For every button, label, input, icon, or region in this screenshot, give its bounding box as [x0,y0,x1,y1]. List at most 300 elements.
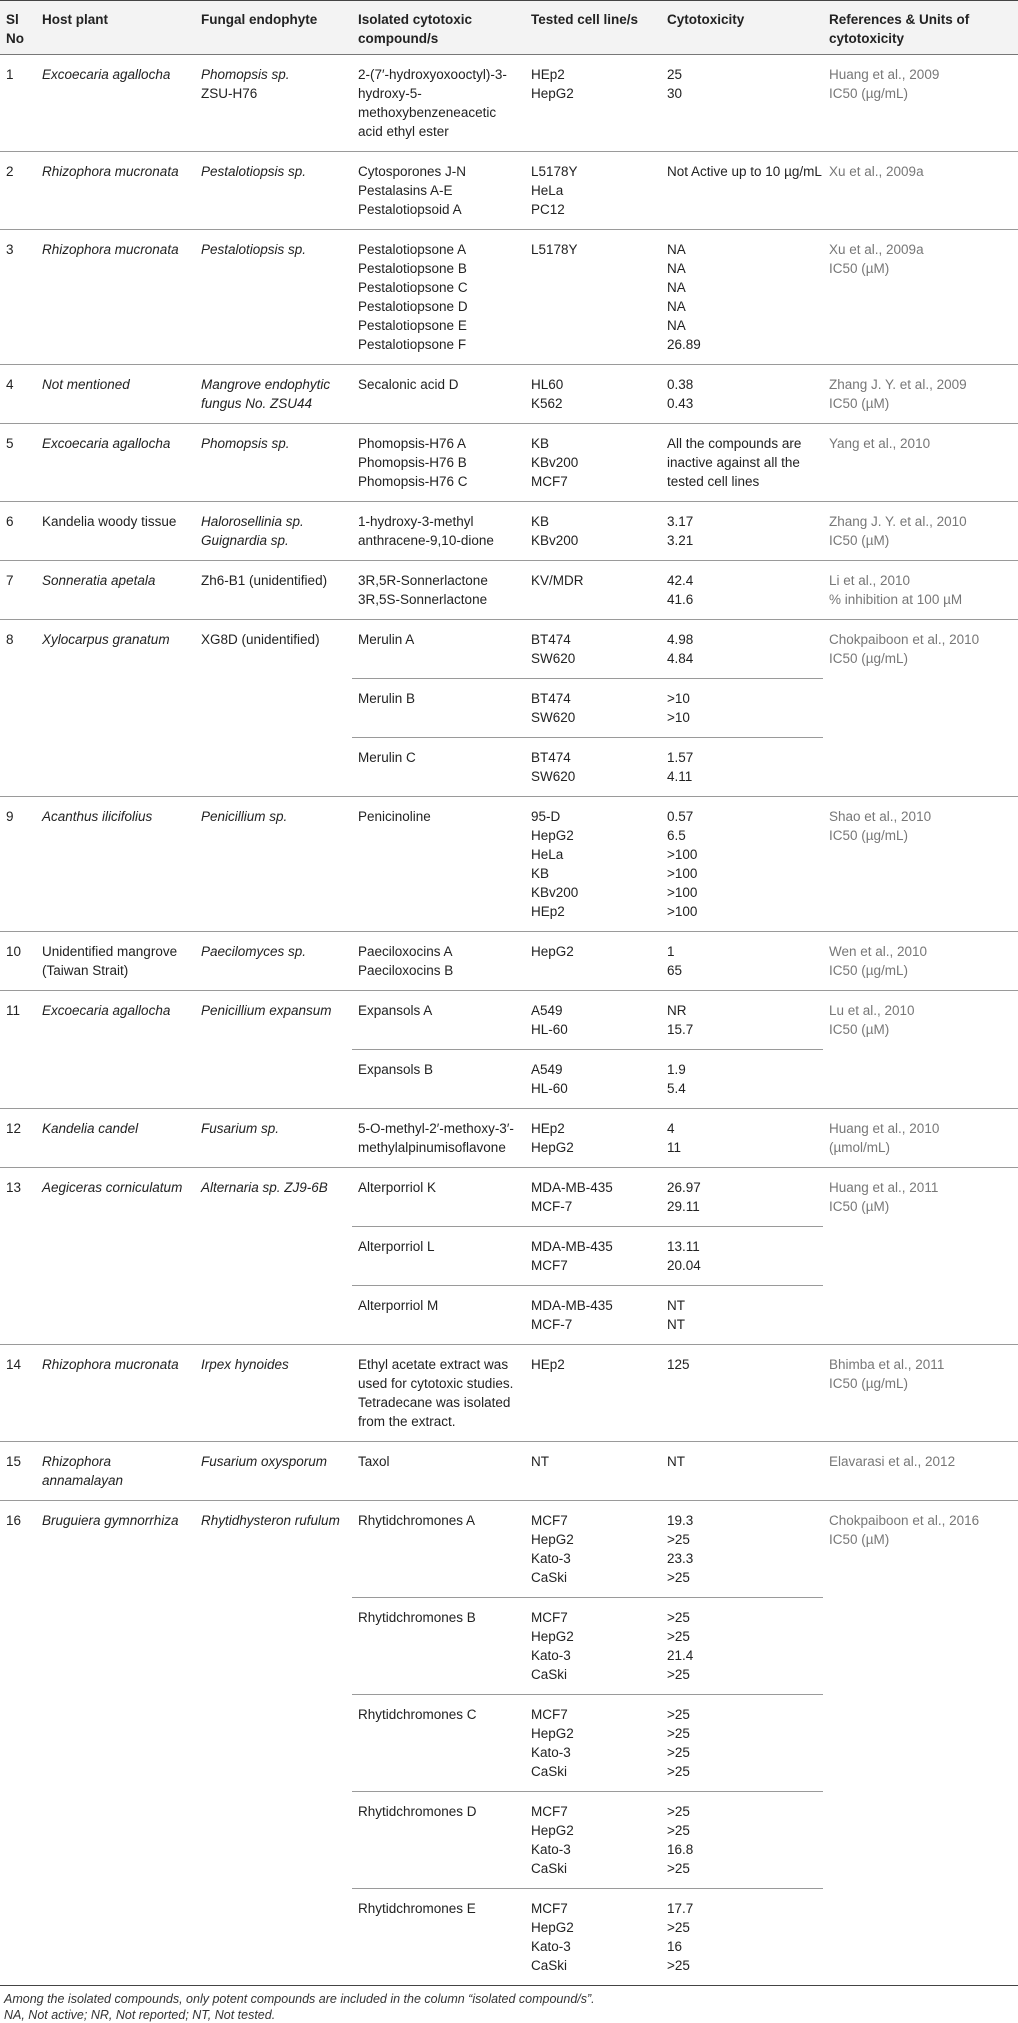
reference-text: (µmol/mL) [829,1140,891,1155]
fungal-endophyte-cell [195,561,352,620]
cell-line: BT474 [531,750,571,765]
sl-no-cell: 16 [0,1501,36,1986]
cytotoxicity-cell [661,1598,823,1695]
cytotoxicity-value: >100 [667,885,698,900]
sl-no-cell: 5 [0,424,36,502]
cell-line: HepG2 [531,1532,574,1547]
col-host-plant-header: Host plant [36,1,195,55]
cell-line-cell [525,1345,661,1442]
reference-text: Huang et al., 2009 [829,67,940,82]
cytotoxicity-value: 26.97 [667,1180,701,1195]
compound-cell [352,797,525,932]
cell-line: MCF-7 [531,1317,573,1332]
cytotoxicity-value: >10 [667,691,690,706]
reference-cell [823,365,1018,424]
compound-cell [352,1227,525,1286]
cell-line: HepG2 [531,86,574,101]
cytotoxicity-cell [661,679,823,738]
cell-line: KB [531,866,550,881]
reference-cell [823,991,1018,1109]
cytotoxicity-value: NT [667,1298,685,1313]
cell-line: HL60 [531,377,564,392]
cytotoxicity-value: 42.4 [667,573,694,588]
cell-line: BT474 [531,691,571,706]
cytotoxicity-value: 26.89 [667,337,701,352]
table-row [0,424,1018,502]
cell-line: KBv200 [531,533,579,548]
table-body [0,55,1018,1986]
compound-cell [352,991,525,1050]
cell-line: HepG2 [531,828,574,843]
cell-line-cell [525,561,661,620]
cell-line-cell [525,424,661,502]
cell-line: HepG2 [531,1920,574,1935]
cell-line: SW620 [531,651,576,666]
cell-line-cell [525,620,661,679]
cell-line: MCF7 [531,1901,568,1916]
compound-cell [352,152,525,230]
cell-line: MCF7 [531,1258,568,1273]
reference-cell [823,1345,1018,1442]
cytotoxicity-value: 30 [667,86,683,101]
sl-no-cell: 13 [0,1168,36,1345]
cytotoxicity-cell [661,991,823,1050]
compound-name: Merulin C [358,750,416,765]
compound-cell [352,738,525,797]
table-row [0,55,1018,152]
cell-line: MCF7 [531,1513,568,1528]
cytotoxicity-value: NA [667,242,686,257]
compound-name: Pestalotiopsone C [358,280,468,295]
reference-cell [823,1442,1018,1501]
reference-text: Xu et al., 2009a [829,242,924,257]
col-cell-lines-header: Tested cell line/s [525,1,661,55]
host-plant-cell: Aegiceras corniculatum [36,1168,195,1345]
compound-cell [352,1345,525,1442]
compound-name: Merulin B [358,691,416,706]
cell-line-cell [525,797,661,932]
host-plant-cell: Bruguiera gymnorrhiza [36,1501,195,1986]
cytotoxicity-value: 16 [667,1939,683,1954]
cell-line: HEp2 [531,1357,565,1372]
cell-line: L5178Y [531,242,578,257]
table-row [0,991,1018,1050]
compound-cell [352,1442,525,1501]
reference-cell [823,620,1018,797]
cell-line: MCF7 [531,474,568,489]
fungal-endophyte-cell [195,620,352,797]
reference-text: IC50 (µg/mL) [829,963,909,978]
fungal-endophyte-cell [195,1168,352,1345]
sl-no-cell: 2 [0,152,36,230]
table-row [0,620,1018,679]
cell-line: K562 [531,396,563,411]
host-plant-cell: Excoecaria agallocha [36,991,195,1109]
cytotoxicity-value: >25 [667,1610,690,1625]
sl-no-cell: 9 [0,797,36,932]
host-plant-cell: Kandelia candel [36,1109,195,1168]
compound-name: Penicinoline [358,809,431,824]
host-plant-cell: Rhizophora mucronata [36,1345,195,1442]
sl-no-cell: 8 [0,620,36,797]
cytotoxicity-value: 17.7 [667,1901,694,1916]
compound-name: Pestalotiopsone E [358,318,467,333]
compound-name: Rhytidchromones A [358,1513,476,1528]
table-row [0,561,1018,620]
cell-line-cell [525,1792,661,1889]
cytotoxicity-value: NA [667,261,686,276]
fungus-name: Paecilomyces sp. [201,944,307,959]
table-row [0,1345,1018,1442]
compound-name: Rhytidchromones B [358,1610,476,1625]
cell-line-cell [525,1286,661,1345]
table-row [0,230,1018,365]
fungus-name: Mangrove endophytic fungus No. ZSU44 [201,377,331,411]
cell-line: MDA-MB-435 [531,1298,613,1313]
table-row [0,1168,1018,1227]
cell-line-cell [525,1109,661,1168]
cytotoxicity-value: >25 [667,1920,690,1935]
cytotoxicity-value: 25 [667,67,683,82]
fungus-name: Fusarium sp. [201,1121,280,1136]
reference-text: Bhimba et al., 2011 [829,1357,945,1372]
cytotoxicity-value: 125 [667,1357,690,1372]
compound-name: 1-hydroxy-3-methyl anthracene-9,10-dione [358,514,494,548]
table-row [0,797,1018,932]
compound-cell [352,55,525,152]
host-plant-cell: Sonneratia apetala [36,561,195,620]
cytotoxicity-value: 5.4 [667,1081,686,1096]
sl-no-cell: 15 [0,1442,36,1501]
compound-cell [352,1501,525,1598]
cytotoxicity-value: 13.11 [667,1239,700,1254]
compound-name: Expansols B [358,1062,434,1077]
compound-name: Pestalotiopsone F [358,337,467,352]
compound-cell [352,1286,525,1345]
compound-name: Rhytidchromones D [358,1804,477,1819]
cytotoxicity-value: >25 [667,1745,690,1760]
compound-name: Rhytidchromones C [358,1707,477,1722]
cell-line: KV/MDR [531,573,584,588]
cytotoxicity-value: 4.84 [667,651,694,666]
cytotoxicity-cell [661,620,823,679]
cytotoxicity-value: >10 [667,710,690,725]
cytotoxicity-cell [661,1050,823,1109]
cell-line-cell [525,1168,661,1227]
cytotoxicity-cell [661,1442,823,1501]
cytotoxicity-value: 3.17 [667,514,694,529]
cell-line: HepG2 [531,1140,574,1155]
cytotoxicity-value: >25 [667,1707,690,1722]
sl-no-cell: 3 [0,230,36,365]
reference-text: IC50 (µg/mL) [829,651,909,666]
cell-line: BT474 [531,632,571,647]
compound-cell [352,1050,525,1109]
cytotoxicity-cell [661,230,823,365]
sl-no-cell: 6 [0,502,36,561]
fungus-name: Zh6-B1 (unidentified) [201,573,328,588]
reference-cell [823,55,1018,152]
cytotoxicity-value: >25 [667,1958,690,1973]
compound-name: Paeciloxocins A [358,944,453,959]
cell-line: MCF7 [531,1707,568,1722]
cytotoxicity-cell [661,1109,823,1168]
cell-line: HepG2 [531,1823,574,1838]
cell-line: KBv200 [531,455,579,470]
reference-cell [823,424,1018,502]
compound-name: Pestalotiopsone A [358,242,467,257]
cytotoxicity-value: 23.3 [667,1551,694,1566]
sl-no-cell: 1 [6,67,14,82]
cytotoxicity-cell [661,932,823,991]
reference-text: Huang et al., 2011 [829,1180,939,1195]
cytotoxicity-value: 4 [667,1121,675,1136]
cell-line: SW620 [531,710,576,725]
compound-name: 3R,5R-Sonnerlactone [358,573,488,588]
col-cytotoxicity-header: Cytotoxicity [661,1,823,55]
col-fungal-endophyte-header: Fungal endophyte [195,1,352,55]
reference-text: IC50 (µM) [829,1199,890,1214]
cell-line: Kato-3 [531,1648,571,1663]
cell-line: MCF-7 [531,1199,573,1214]
cytotoxicity-value: NT [667,1454,685,1469]
fungus-name: Pestalotiopsis sp. [201,242,307,257]
reference-cell [823,1168,1018,1345]
reference-text: Wen et al., 2010 [829,944,928,959]
reference-text: Yang et al., 2010 [829,436,931,451]
cytotoxicity-cell [661,502,823,561]
cell-line: Kato-3 [531,1939,571,1954]
footnote-abbreviations: NA, Not active; NR, Not reported; NT, Not tested. [4,2008,276,2022]
reference-text: Zhang J. Y. et al., 2009 [829,377,967,392]
compound-name: Paeciloxocins B [358,963,454,978]
fungus-name: Guignardia sp. [201,533,289,548]
cytotoxicity-cell [661,1695,823,1792]
cytotoxicity-cell [661,797,823,932]
cell-line-cell [525,1598,661,1695]
compound-cell [352,230,525,365]
cell-line-cell [525,932,661,991]
compound-cell [352,1889,525,1986]
cytotoxicity-value: >25 [667,1570,690,1585]
fungal-endophyte-cell [195,1345,352,1442]
fungus-name: Penicillium sp. [201,809,288,824]
cell-line-cell [525,1442,661,1501]
compound-name: Cytosporones J-N [358,164,467,179]
footnote-potent-compounds: Among the isolated compounds, only potent compounds are included in the column “isolated compound/s”. [4,1992,595,2006]
cell-line-cell [525,1889,661,1986]
compound-cell [352,1792,525,1889]
cytotoxicity-value: >25 [667,1667,690,1682]
cell-line: L5178Y [531,164,578,179]
reference-cell [823,152,1018,230]
reference-cell [823,797,1018,932]
cytotoxicity-value: 29.11 [667,1199,700,1214]
cytotoxicity-value: 1 [667,944,675,959]
cytotoxicity-value: >25 [667,1726,690,1741]
cytotoxicity-value: 3.21 [667,533,694,548]
compound-name: Rhytidchromones E [358,1901,476,1916]
sl-no-cell: 12 [0,1109,36,1168]
cell-line: SW620 [531,769,576,784]
compound-cell [352,502,525,561]
fungus-name: Irpex hynoides [201,1357,289,1372]
host-plant-cell: Unidentified mangrove (Taiwan Strait) [36,932,195,991]
compound-name: 5-O-methyl-2′-methoxy-3′-methylalpinumisoflavone [358,1121,514,1155]
cell-line: Kato-3 [531,1745,571,1760]
cell-line: HepG2 [531,944,574,959]
cell-line: HEp2 [531,1121,565,1136]
host-plant-cell: Excoecaria agallocha [42,67,171,82]
cytotoxicity-value: 15.7 [667,1022,694,1037]
cytotoxicity-value: 1.9 [667,1062,686,1077]
fungus-name: Penicillium expansum [201,1003,332,1018]
cell-line: MDA-MB-435 [531,1239,613,1254]
cytotoxicity-value: >100 [667,866,698,881]
cell-line: MCF7 [531,1610,568,1625]
reference-text: Elavarasi et al., 2012 [829,1454,956,1469]
host-plant-cell: Xylocarpus granatum [36,620,195,797]
cytotoxicity-value: 4.98 [667,632,694,647]
cell-line: NT [531,1454,549,1469]
compound-name: Taxol [358,1454,390,1469]
compound-cell [352,679,525,738]
cell-line: HL-60 [531,1081,568,1096]
cytotoxicity-value: 20.04 [667,1258,701,1273]
cytotoxicity-cell [661,55,823,152]
compound-cell [352,424,525,502]
fungal-endophyte-cell [195,797,352,932]
compound-cell [352,932,525,991]
fungal-endophyte-cell [195,152,352,230]
host-plant-cell: Kandelia woody tissue [36,502,195,561]
fungus-name: ZSU-H76 [201,86,258,101]
cytotoxicity-value: >25 [667,1764,690,1779]
table-row [0,365,1018,424]
compound-cell [352,365,525,424]
cell-line: HepG2 [531,1629,574,1644]
cell-line-cell [525,365,661,424]
compound-name: Pestalotiopsone B [358,261,467,276]
cell-line: KBv200 [531,885,579,900]
fungal-endophyte-cell [195,55,352,152]
cytotoxicity-cell [661,1286,823,1345]
cytotoxicity-value: NR [667,1003,687,1018]
cell-line-cell [525,502,661,561]
sl-no-cell: 10 [0,932,36,991]
cytotoxicity-cell [661,1501,823,1598]
cell-line: MDA-MB-435 [531,1180,613,1195]
cell-line: 95-D [531,809,561,824]
cell-line: HEp2 [531,904,565,919]
reference-text: Huang et al., 2010 [829,1121,940,1136]
cytotoxicity-value: NA [667,318,686,333]
reference-cell [823,932,1018,991]
cytotoxicity-value: 16.8 [667,1842,694,1857]
compound-name: 3R,5S-Sonnerlactone [358,592,488,607]
compound-name: Phomopsis-H76 A [358,436,467,451]
compound-cell [352,1695,525,1792]
table-row [0,1442,1018,1501]
cell-line: CaSki [531,1958,568,1973]
cell-line-cell [525,991,661,1050]
compound-name: 2-(7′-hydroxyoxooctyl)-3-hydroxy-5-methoxybenzeneacetic acid ethyl ester [358,67,507,139]
cell-line-cell [525,230,661,365]
sl-no-cell: 4 [0,365,36,424]
fungal-endophyte-cell [195,1442,352,1501]
compound-name: Secalonic acid D [358,377,459,392]
compound-name: Pestalotiopsone D [358,299,468,314]
cytotoxicity-cell [661,561,823,620]
cytotoxicity-cell [661,1168,823,1227]
cytotoxicity-cell [661,365,823,424]
cell-line: Kato-3 [531,1842,571,1857]
sl-no-cell: 7 [0,561,36,620]
host-plant-cell: Rhizophora annamalayan [36,1442,195,1501]
reference-text: Chokpaiboon et al., 2016 [829,1513,980,1528]
reference-text: Xu et al., 2009a [829,164,924,179]
fungus-name: Halorosellinia sp. [201,514,304,529]
col-compounds-header: Isolated cytotoxic compound/s [352,1,525,55]
fungal-endophyte-cell [195,932,352,991]
table-row [0,932,1018,991]
cytotoxicity-value: >25 [667,1629,690,1644]
cell-line: HeLa [531,183,564,198]
reference-text: IC50 (µM) [829,1022,890,1037]
reference-cell [823,230,1018,365]
reference-cell [823,561,1018,620]
compound-cell [352,1168,525,1227]
reference-cell [823,1109,1018,1168]
cell-line: Kato-3 [531,1551,571,1566]
cytotoxicity-cell [661,1345,823,1442]
cytotoxicity-cell [661,738,823,797]
cell-line-cell [525,1695,661,1792]
cytotoxicity-value: 0.38 [667,377,694,392]
col-sl-no-header: Sl No [0,1,36,55]
fungus-name: Alternaria sp. ZJ9-6B [201,1180,328,1195]
table-header-row [0,1,1018,55]
cell-line: HL-60 [531,1022,568,1037]
cytotoxicity-value: 0.43 [667,396,694,411]
reference-cell [823,1501,1018,1986]
fungus-name: Phomopsis sp. [201,67,290,82]
host-plant-cell: Rhizophora mucronata [36,230,195,365]
sl-no-cell: 11 [0,991,36,1109]
reference-cell [823,502,1018,561]
cell-line-cell [525,679,661,738]
compound-cell [352,1598,525,1695]
reference-text: Zhang J. Y. et al., 2010 [829,514,967,529]
cytotoxicity-value: 65 [667,963,683,978]
cell-line-cell [525,738,661,797]
fungal-endophyte-cell [195,991,352,1109]
cytotoxicity-value: 1.57 [667,750,694,765]
fungal-endophyte-cell [195,1501,352,1986]
compound-name: Pestalasins A-E [358,183,453,198]
table-row [0,152,1018,230]
reference-text: Li et al., 2010 [829,573,911,588]
compound-cell [352,1109,525,1168]
reference-text: IC50 (µg/mL) [829,1376,909,1391]
cytotoxicity-cell [661,1227,823,1286]
compound-name: Ethyl acetate extract was used for cytotoxic studies. Tetradecane was isolated from the extract. [358,1357,514,1429]
compound-name: Merulin A [358,632,415,647]
cytotoxicity-value: NA [667,299,686,314]
cell-line-cell [525,1050,661,1109]
reference-text: Shao et al., 2010 [829,809,932,824]
cytotoxicity-cell [661,1792,823,1889]
